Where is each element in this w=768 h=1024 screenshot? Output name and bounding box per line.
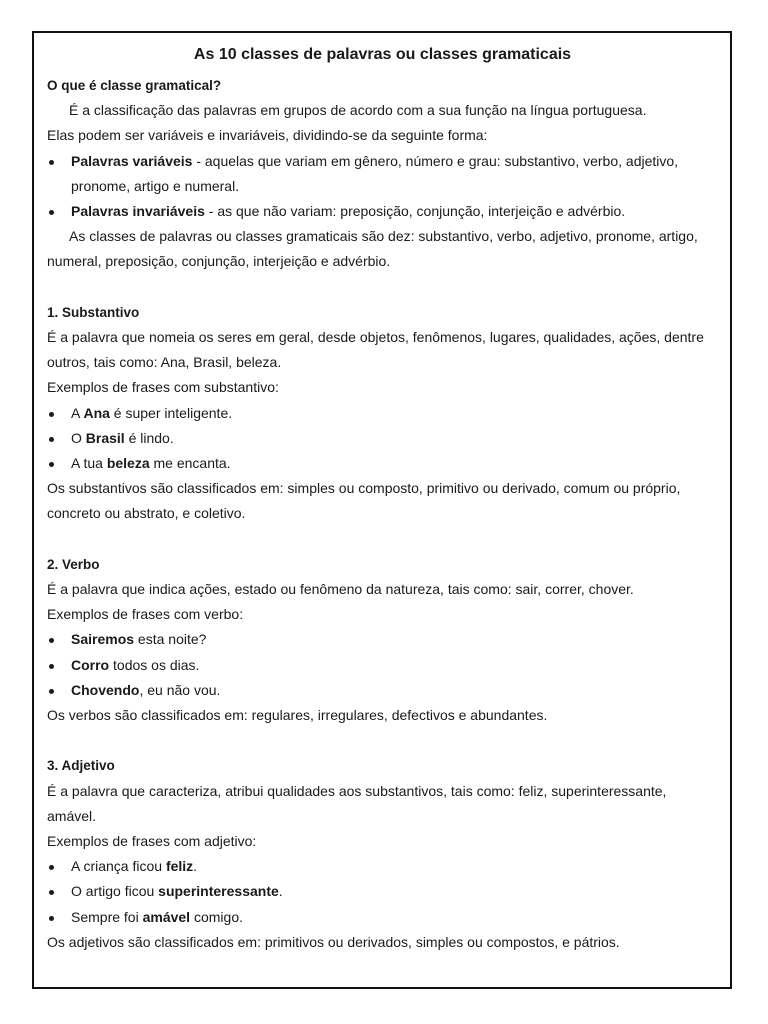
list-item-term: Palavras invariáveis xyxy=(71,203,205,220)
example-keyword: Corro xyxy=(71,656,110,673)
section-spacer xyxy=(47,275,718,300)
example-list xyxy=(47,854,718,930)
example-text: todos os dias. xyxy=(109,656,200,673)
example-keyword: amável xyxy=(142,908,191,925)
list-item-text: - as que não variam: preposição, conjunção, interjeição e advérbio. xyxy=(204,203,626,220)
example-keyword: Ana xyxy=(83,404,110,421)
list-item xyxy=(47,678,718,703)
list-item-text: - aquelas que variam em gênero, número e grau: substantivo, verbo, adjetivo, pronome, artigo e numeral. xyxy=(71,152,679,194)
section-examples-intro: Exemplos de frases com substantivo: xyxy=(47,379,279,396)
example-list xyxy=(47,401,718,477)
section-definition: É a palavra que caracteriza, atribui qualidades aos substantivos, tais como: feliz, superinteressante, amável. xyxy=(47,782,667,824)
example-text: O xyxy=(71,429,86,446)
example-text: A criança ficou xyxy=(71,858,166,875)
section-examples-intro: Exemplos de frases com adjetivo: xyxy=(47,833,257,850)
example-keyword: feliz xyxy=(165,858,194,875)
list-item xyxy=(47,401,718,426)
section-heading-verbo: 2. Verbo xyxy=(47,556,100,572)
list-item xyxy=(47,199,718,224)
list-item xyxy=(47,879,718,904)
intro-paragraph-2: Elas podem ser variáveis e invariáveis, dividindo-se da seguinte forma: xyxy=(47,127,488,144)
section-heading-substantivo: 1. Substantivo xyxy=(47,304,140,320)
document-content xyxy=(47,43,718,955)
example-text: comigo. xyxy=(190,908,243,925)
example-text: . xyxy=(278,883,283,900)
example-keyword: beleza xyxy=(106,455,150,472)
list-item xyxy=(47,426,718,451)
section-spacer xyxy=(47,527,718,552)
example-keyword: Brasil xyxy=(85,429,125,446)
example-text: A tua xyxy=(71,455,107,472)
section-heading-adjetivo: 3. Adjetivo xyxy=(47,758,115,774)
section-examples-intro: Exemplos de frases com verbo: xyxy=(47,606,244,623)
intro-paragraph-1: É a classificação das palavras em grupos de acordo com a sua função na língua portuguesa. xyxy=(69,102,647,119)
section-definition: É a palavra que nomeia os seres em geral, desde objetos, fenômenos, lugares, qualidades, ações, dentre outros, tais como: Ana, Brasil, beleza. xyxy=(47,329,704,371)
intro-paragraph-3: As classes de palavras ou classes gramaticais são dez: substantivo, verbo, adjetivo, pronome, artigo, numeral, preposição, conjunção, interjeição e advérbio. xyxy=(47,228,698,270)
example-text: Sempre foi xyxy=(71,908,143,925)
list-item-term: Palavras variáveis xyxy=(71,152,193,169)
example-text: esta noite? xyxy=(134,631,207,648)
document-frame xyxy=(32,31,732,989)
example-text: . xyxy=(193,858,198,875)
document-title: As 10 classes de palavras ou classes gramaticais xyxy=(193,46,572,63)
list-item xyxy=(47,627,718,652)
example-text: é super inteligente. xyxy=(109,404,233,421)
example-text: é lindo. xyxy=(124,429,174,446)
section-spacer xyxy=(47,728,718,753)
intro-heading: O que é classe gramatical? xyxy=(47,78,222,93)
example-keyword: Sairemos xyxy=(71,631,135,648)
section-classification: Os substantivos são classificados em: simples ou composto, primitivo ou derivado, comum ou próprio, concreto ou abstrato, e coletivo. xyxy=(47,480,681,522)
section-classification: Os verbos são classificados em: regulares, irregulares, defectivos e abundantes. xyxy=(47,707,548,724)
example-list xyxy=(47,627,718,703)
example-text: , eu não vou. xyxy=(139,681,221,698)
example-text: me encanta. xyxy=(149,455,231,472)
list-item xyxy=(47,905,718,930)
section-definition: É a palavra que indica ações, estado ou fenômeno da natureza, tais como: sair, correr, chover. xyxy=(47,581,634,598)
example-text: O artigo ficou xyxy=(71,883,159,900)
example-keyword: superinteressante xyxy=(158,883,279,900)
example-keyword: Chovendo xyxy=(71,681,140,698)
word-type-list xyxy=(47,149,718,225)
example-text: A xyxy=(71,404,84,421)
list-item xyxy=(47,451,718,476)
list-item xyxy=(47,854,718,879)
list-item xyxy=(47,653,718,678)
section-classification: Os adjetivos são classificados em: primitivos ou derivados, simples ou compostos, e pátrios. xyxy=(47,933,620,950)
list-item xyxy=(47,149,718,199)
